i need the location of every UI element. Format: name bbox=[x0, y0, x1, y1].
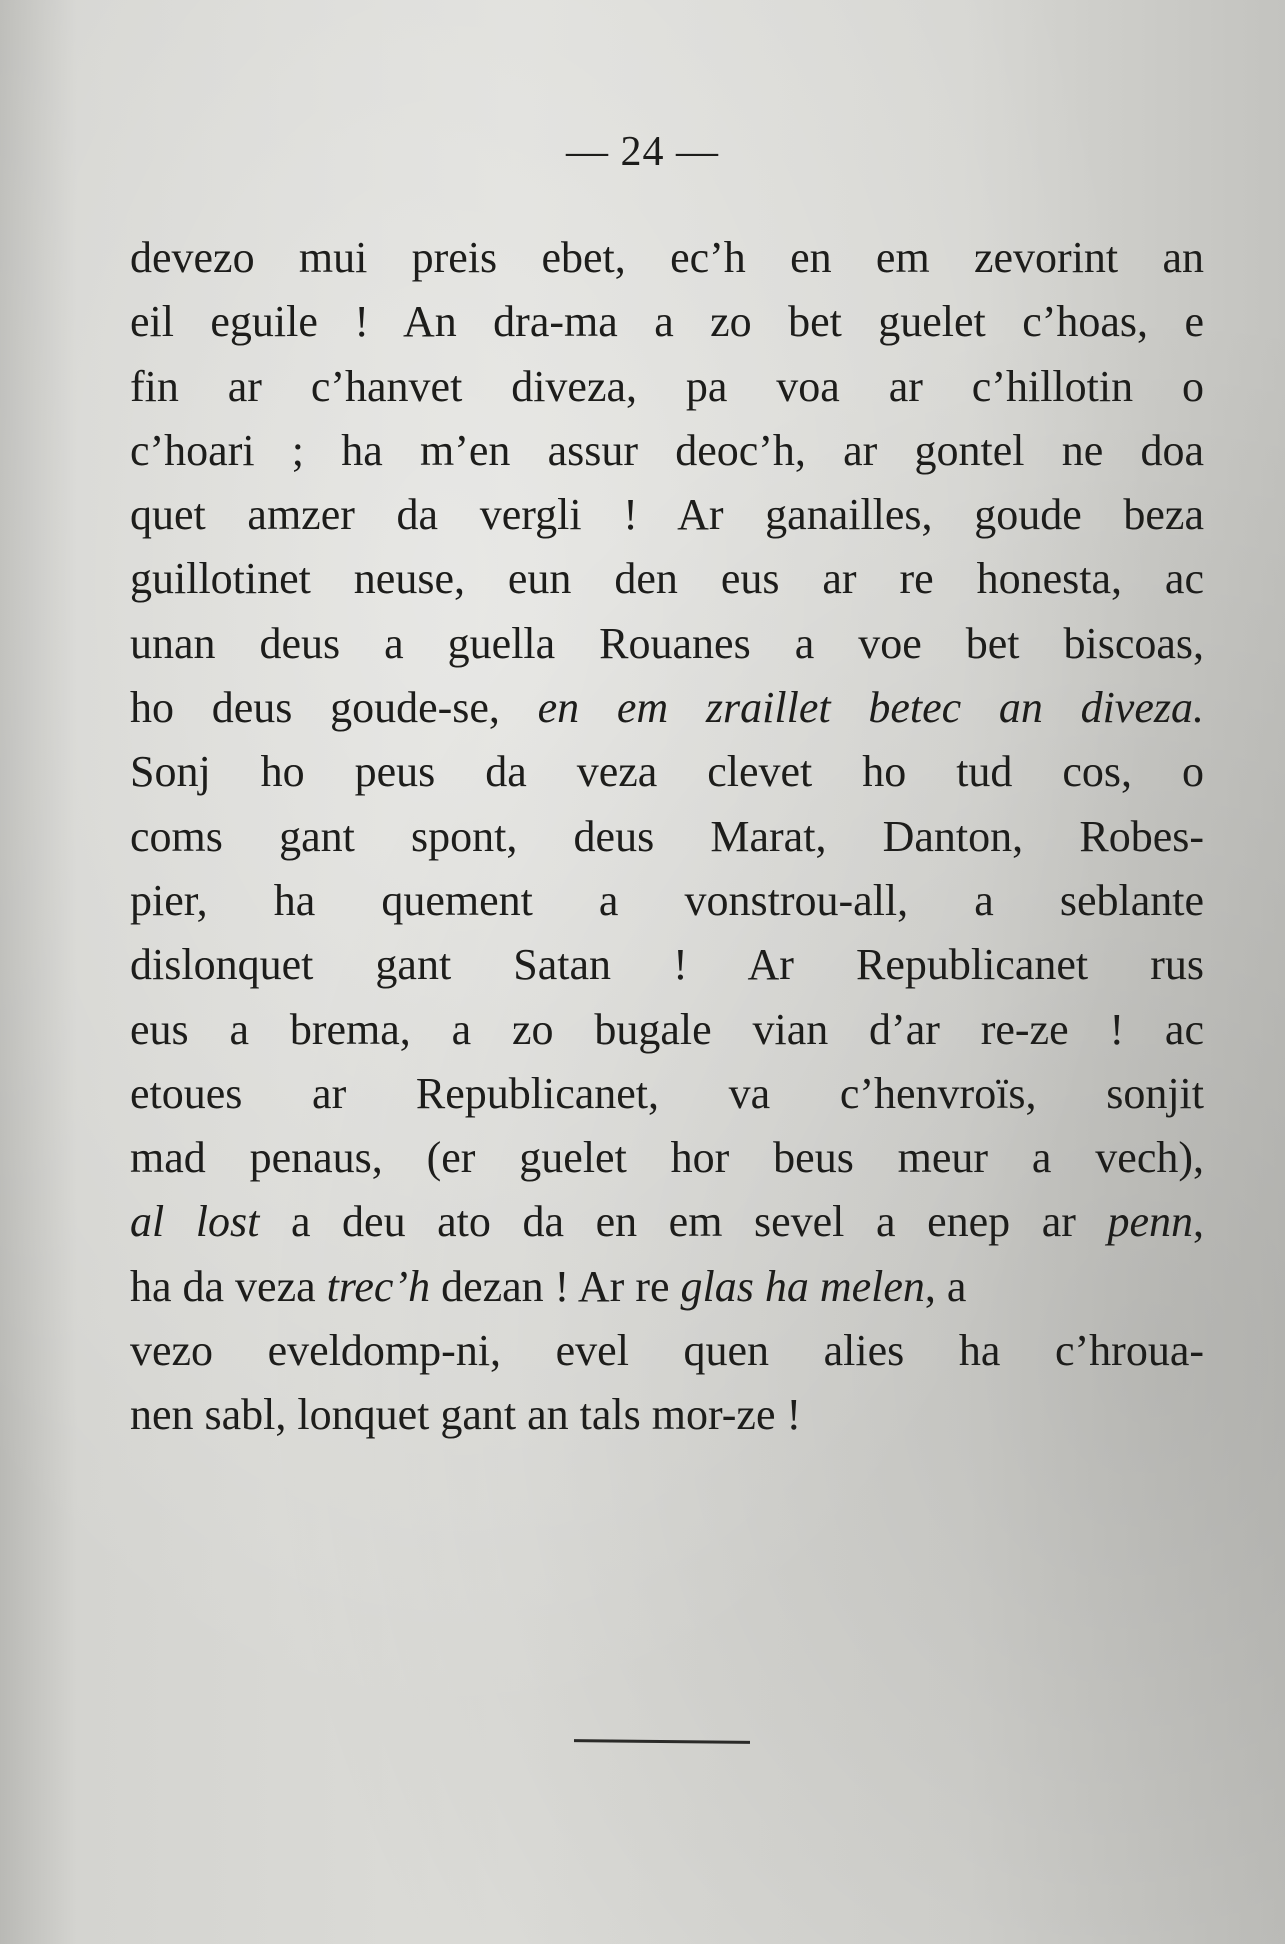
text-line bbox=[130, 933, 1204, 997]
text-line bbox=[130, 355, 1204, 419]
text-line bbox=[130, 483, 1204, 547]
italic-text: penn bbox=[1107, 1197, 1193, 1247]
text-segment: , a bbox=[924, 1261, 967, 1311]
text-segment: c’hoari ; ha m’en assur deoc’h, ar gontel ne doa bbox=[130, 425, 1204, 475]
italic-text: glas ha melen bbox=[680, 1261, 925, 1311]
text-line bbox=[130, 419, 1204, 483]
italic-text: al lost bbox=[130, 1197, 260, 1247]
text-segment: coms gant spont, deus Marat, Danton, Robes- bbox=[130, 811, 1204, 861]
text-segment: devezo mui preis ebet, ec’h en em zevorint an bbox=[130, 233, 1204, 282]
text-segment: ha da veza bbox=[130, 1261, 327, 1311]
text-line bbox=[130, 1383, 1204, 1447]
text-line bbox=[130, 1126, 1204, 1190]
text-segment: nen sabl, lonquet gant an tals mor-ze ! bbox=[130, 1390, 802, 1440]
italic-text: en em zraillet betec an diveza. bbox=[537, 683, 1204, 733]
text-segment: Sonj ho peus da veza clevet ho tud cos, o bbox=[130, 747, 1204, 797]
italic-text: trec’h bbox=[326, 1261, 431, 1311]
text-segment: quet amzer da vergli ! Ar ganailles, goude beza bbox=[130, 490, 1204, 540]
text-line bbox=[130, 612, 1204, 676]
text-segment: eus a brema, a zo bugale vian d’ar re-ze ! ac bbox=[130, 1004, 1204, 1054]
text-segment: eil eguile ! An dra-ma a zo bet guelet c’hoas, e bbox=[130, 297, 1204, 347]
text-segment: mad penaus, (er guelet hor beus meur a vech), bbox=[130, 1133, 1204, 1183]
text-line bbox=[130, 1319, 1204, 1383]
end-rule bbox=[574, 1739, 750, 1744]
text-segment: vezo eveldomp-ni, evel quen alies ha c’hroua- bbox=[130, 1326, 1204, 1376]
text-line bbox=[130, 547, 1204, 611]
text-line bbox=[130, 1062, 1204, 1126]
text-line bbox=[130, 226, 1204, 290]
text-segment: ho deus goude-se, bbox=[130, 683, 538, 733]
text-line bbox=[130, 1190, 1204, 1254]
text-segment: pier, ha quement a vonstrou-all, a seblante bbox=[130, 875, 1204, 925]
text-line bbox=[130, 998, 1204, 1062]
page-number: — 24 — bbox=[566, 129, 719, 175]
text-segment: fin ar c’hanvet diveza, pa voa ar c’hillotin o bbox=[130, 361, 1204, 411]
text-segment: dislonquet gant Satan ! Ar Republicanet rus bbox=[130, 940, 1204, 990]
text-line bbox=[130, 676, 1204, 740]
text-segment: etoues ar Republicanet, va c’henvroïs, sonjit bbox=[130, 1068, 1204, 1118]
text-line bbox=[130, 290, 1204, 354]
text-segment: unan deus a guella Rouanes a voe bet biscoas, bbox=[130, 618, 1204, 668]
text-line bbox=[130, 805, 1204, 869]
text-line bbox=[130, 869, 1204, 933]
body-text bbox=[130, 226, 1204, 1448]
text-segment: , bbox=[1193, 1197, 1204, 1247]
text-line bbox=[130, 740, 1204, 804]
text-segment: dezan ! Ar re bbox=[430, 1261, 681, 1311]
text-segment: guillotinet neuse, eun den eus ar re honesta, ac bbox=[130, 554, 1204, 604]
text-segment: a deu ato da en em sevel a enep ar bbox=[259, 1197, 1108, 1247]
text-line bbox=[130, 1255, 1204, 1319]
